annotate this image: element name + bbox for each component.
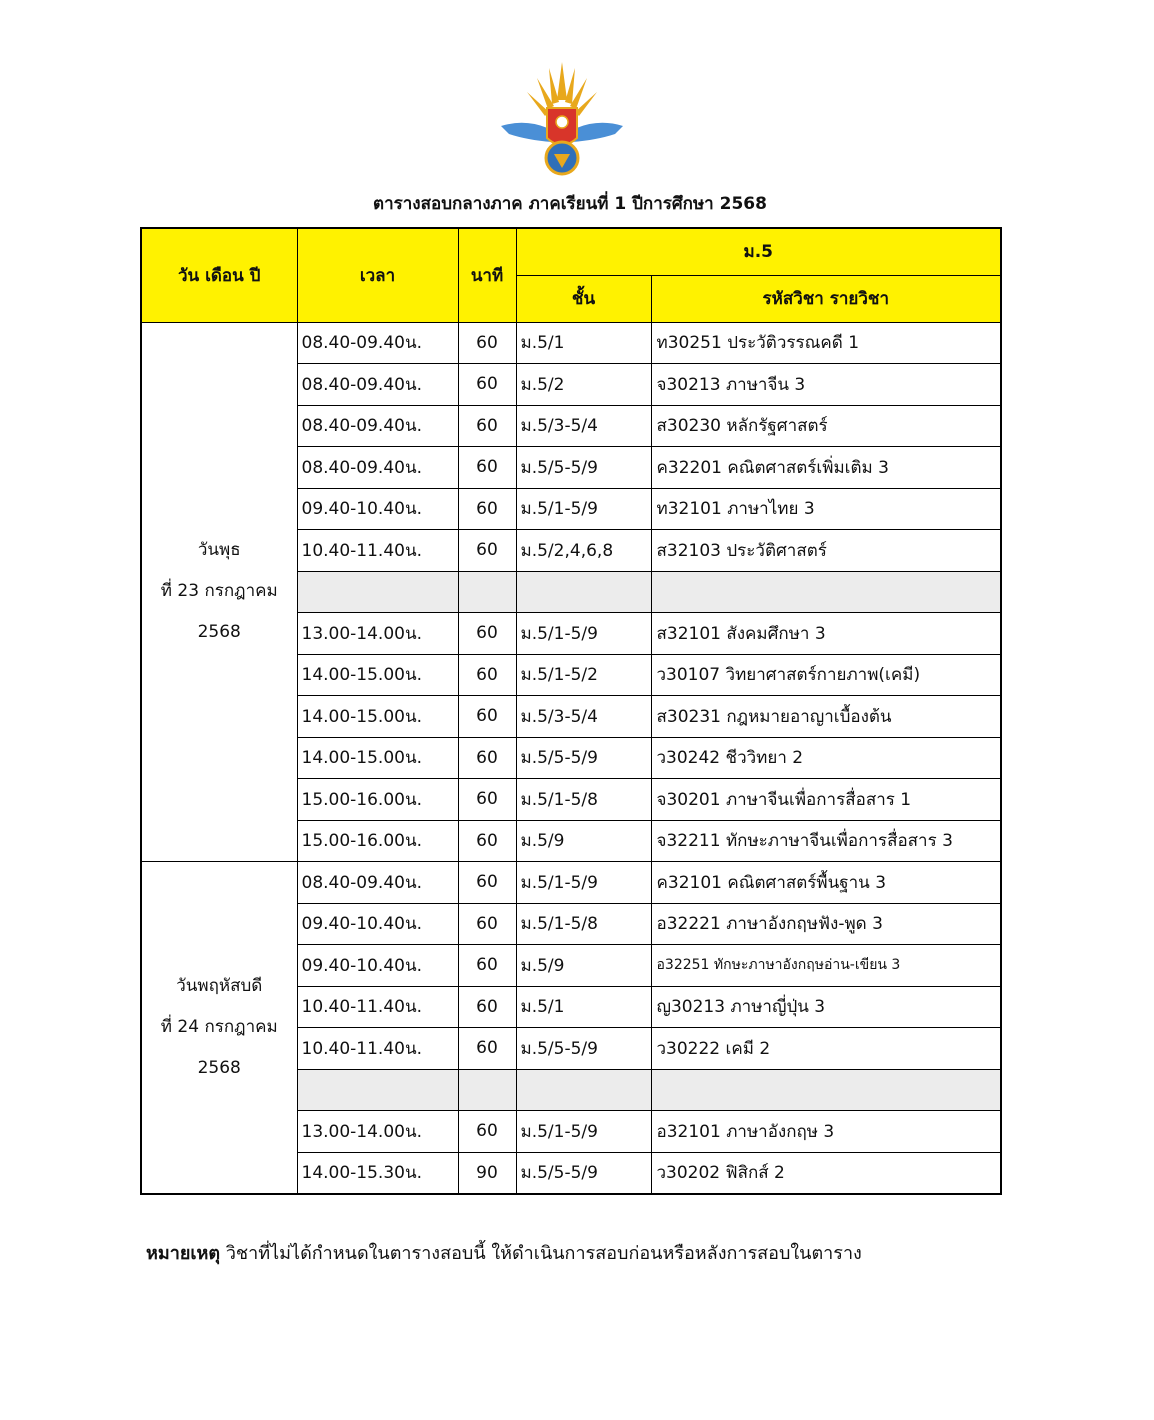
- cell-time: 15.00-16.00น.: [297, 820, 458, 862]
- cell-time: 08.40-09.40น.: [297, 322, 458, 364]
- cell-time: 09.40-10.40น.: [297, 945, 458, 987]
- break-cell: [458, 571, 516, 613]
- exam-date-cell: [141, 322, 297, 862]
- exam-date-day: วันพุธ: [197, 540, 241, 561]
- cell-class: ม.5/9: [516, 945, 651, 987]
- cell-minutes: 60: [458, 322, 516, 364]
- cell-subject: ญ30213 ภาษาญี่ปุ่น 3: [651, 986, 1001, 1028]
- exam-table-body: [141, 322, 1001, 1194]
- cell-minutes: 60: [458, 488, 516, 530]
- cell-time: 10.40-11.40น.: [297, 1028, 458, 1070]
- cell-minutes: 60: [458, 654, 516, 696]
- exam-date-day: วันพฤหัสบดี: [176, 976, 263, 996]
- header-date: วัน เดือน ปี: [141, 228, 297, 322]
- cell-subject: ส30230 หลักรัฐศาสตร์: [651, 405, 1001, 447]
- cell-time: 08.40-09.40น.: [297, 862, 458, 904]
- cell-class: ม.5/5-5/9: [516, 447, 651, 489]
- cell-minutes: 60: [458, 696, 516, 738]
- cell-subject: ค32101 คณิตศาสตร์พื้นฐาน 3: [651, 862, 1001, 904]
- cell-subject: ท30251 ประวัติวรรณคดี 1: [651, 322, 1001, 364]
- cell-subject: ว30242 ชีววิทยา 2: [651, 737, 1001, 779]
- exam-date-date: ที่ 23 กรกฎาคม: [160, 581, 278, 602]
- cell-subject: อ32251 ทักษะภาษาอังกฤษอ่าน-เขียน 3: [651, 945, 1001, 987]
- cell-minutes: 90: [458, 1152, 516, 1194]
- break-cell: [516, 571, 651, 613]
- cell-time: 08.40-09.40น.: [297, 364, 458, 406]
- cell-subject: ว30107 วิทยาศาสตร์กายภาพ(เคมี): [651, 654, 1001, 696]
- cell-subject: จ30201 ภาษาจีนเพื่อการสื่อสาร 1: [651, 779, 1001, 821]
- cell-subject: ว30222 เคมี 2: [651, 1028, 1001, 1070]
- cell-time: 08.40-09.40น.: [297, 405, 458, 447]
- cell-subject: ท32101 ภาษาไทย 3: [651, 488, 1001, 530]
- cell-minutes: 60: [458, 820, 516, 862]
- cell-time: 10.40-11.40น.: [297, 530, 458, 572]
- cell-class: ม.5/5-5/9: [516, 1152, 651, 1194]
- cell-class: ม.5/1-5/8: [516, 779, 651, 821]
- cell-class: ม.5/1-5/2: [516, 654, 651, 696]
- cell-minutes: 60: [458, 530, 516, 572]
- cell-subject: อ32101 ภาษาอังกฤษ 3: [651, 1111, 1001, 1153]
- cell-time: 14.00-15.00น.: [297, 654, 458, 696]
- cell-minutes: 60: [458, 737, 516, 779]
- header-minutes: นาที: [458, 228, 516, 322]
- header-grade: ม.5: [516, 228, 1001, 275]
- header-time: เวลา: [297, 228, 458, 322]
- cell-class: ม.5/1: [516, 322, 651, 364]
- cell-minutes: 60: [458, 1111, 516, 1153]
- cell-minutes: 60: [458, 405, 516, 447]
- cell-minutes: 60: [458, 986, 516, 1028]
- cell-class: ม.5/2: [516, 364, 651, 406]
- table-row: [141, 322, 1001, 364]
- cell-time: 13.00-14.00น.: [297, 613, 458, 655]
- break-cell: [651, 1069, 1001, 1111]
- cell-subject: ว30202 ฟิสิกส์ 2: [651, 1152, 1001, 1194]
- cell-minutes: 60: [458, 903, 516, 945]
- cell-time: 08.40-09.40น.: [297, 447, 458, 489]
- break-cell: [458, 1069, 516, 1111]
- cell-minutes: 60: [458, 447, 516, 489]
- cell-class: ม.5/1-5/9: [516, 1111, 651, 1153]
- cell-time: 13.00-14.00น.: [297, 1111, 458, 1153]
- footnote-label: หมายเหตุ: [146, 1243, 221, 1264]
- cell-subject: ส32101 สังคมศึกษา 3: [651, 613, 1001, 655]
- cell-class: ม.5/1-5/8: [516, 903, 651, 945]
- footnote-text: วิชาที่ไม่ได้กำหนดในตารางสอบนี้ ให้ดำเนินการสอบก่อนหรือหลังการสอบในตาราง: [220, 1243, 862, 1264]
- page-title: ตารางสอบกลางภาค ภาคเรียนที่ 1 ปีการศึกษา 2568: [373, 194, 767, 214]
- cell-time: 10.40-11.40น.: [297, 986, 458, 1028]
- break-cell: [651, 571, 1001, 613]
- cell-class: ม.5/5-5/9: [516, 737, 651, 779]
- cell-minutes: 60: [458, 862, 516, 904]
- cell-minutes: 60: [458, 1028, 516, 1070]
- cell-minutes: 60: [458, 945, 516, 987]
- cell-time: 14.00-15.00น.: [297, 737, 458, 779]
- cell-subject: อ32221 ภาษาอังกฤษฟัง-พูด 3: [651, 903, 1001, 945]
- break-cell: [516, 1069, 651, 1111]
- cell-time: 15.00-16.00น.: [297, 779, 458, 821]
- header-subject: รหัสวิชา รายวิชา: [651, 275, 1001, 322]
- exam-schedule-table: [140, 227, 1002, 1195]
- cell-minutes: 60: [458, 779, 516, 821]
- cell-class: ม.5/3-5/4: [516, 405, 651, 447]
- cell-class: ม.5/5-5/9: [516, 1028, 651, 1070]
- cell-minutes: 60: [458, 613, 516, 655]
- cell-subject: ค32201 คณิตศาสตร์เพิ่มเติม 3: [651, 447, 1001, 489]
- cell-class: ม.5/2,4,6,8: [516, 530, 651, 572]
- table-row: [141, 862, 1001, 904]
- cell-time: 14.00-15.00น.: [297, 696, 458, 738]
- cell-class: ม.5/1-5/9: [516, 488, 651, 530]
- cell-time: 09.40-10.40น.: [297, 488, 458, 530]
- break-cell: [297, 1069, 458, 1111]
- exam-date-date: ที่ 24 กรกฎาคม: [160, 1017, 278, 1037]
- exam-date-year: 2568: [197, 622, 241, 643]
- cell-subject: ส30231 กฎหมายอาญาเบื้องต้น: [651, 696, 1001, 738]
- exam-date-cell: [141, 862, 297, 1195]
- cell-time: 14.00-15.30น.: [297, 1152, 458, 1194]
- cell-subject: ส32103 ประวัติศาสตร์: [651, 530, 1001, 572]
- cell-class: ม.5/1-5/9: [516, 613, 651, 655]
- exam-date-year: 2568: [197, 1058, 241, 1078]
- cell-time: 09.40-10.40น.: [297, 903, 458, 945]
- cell-class: ม.5/3-5/4: [516, 696, 651, 738]
- break-cell: [297, 571, 458, 613]
- cell-minutes: 60: [458, 364, 516, 406]
- school-emblem-logo: [497, 60, 627, 180]
- header-class: ชั้น: [516, 275, 651, 322]
- cell-subject: จ30213 ภาษาจีน 3: [651, 364, 1001, 406]
- cell-class: ม.5/1: [516, 986, 651, 1028]
- footnote: [146, 1238, 862, 1267]
- cell-class: ม.5/1-5/9: [516, 862, 651, 904]
- cell-subject: จ32211 ทักษะภาษาจีนเพื่อการสื่อสาร 3: [651, 820, 1001, 862]
- cell-class: ม.5/9: [516, 820, 651, 862]
